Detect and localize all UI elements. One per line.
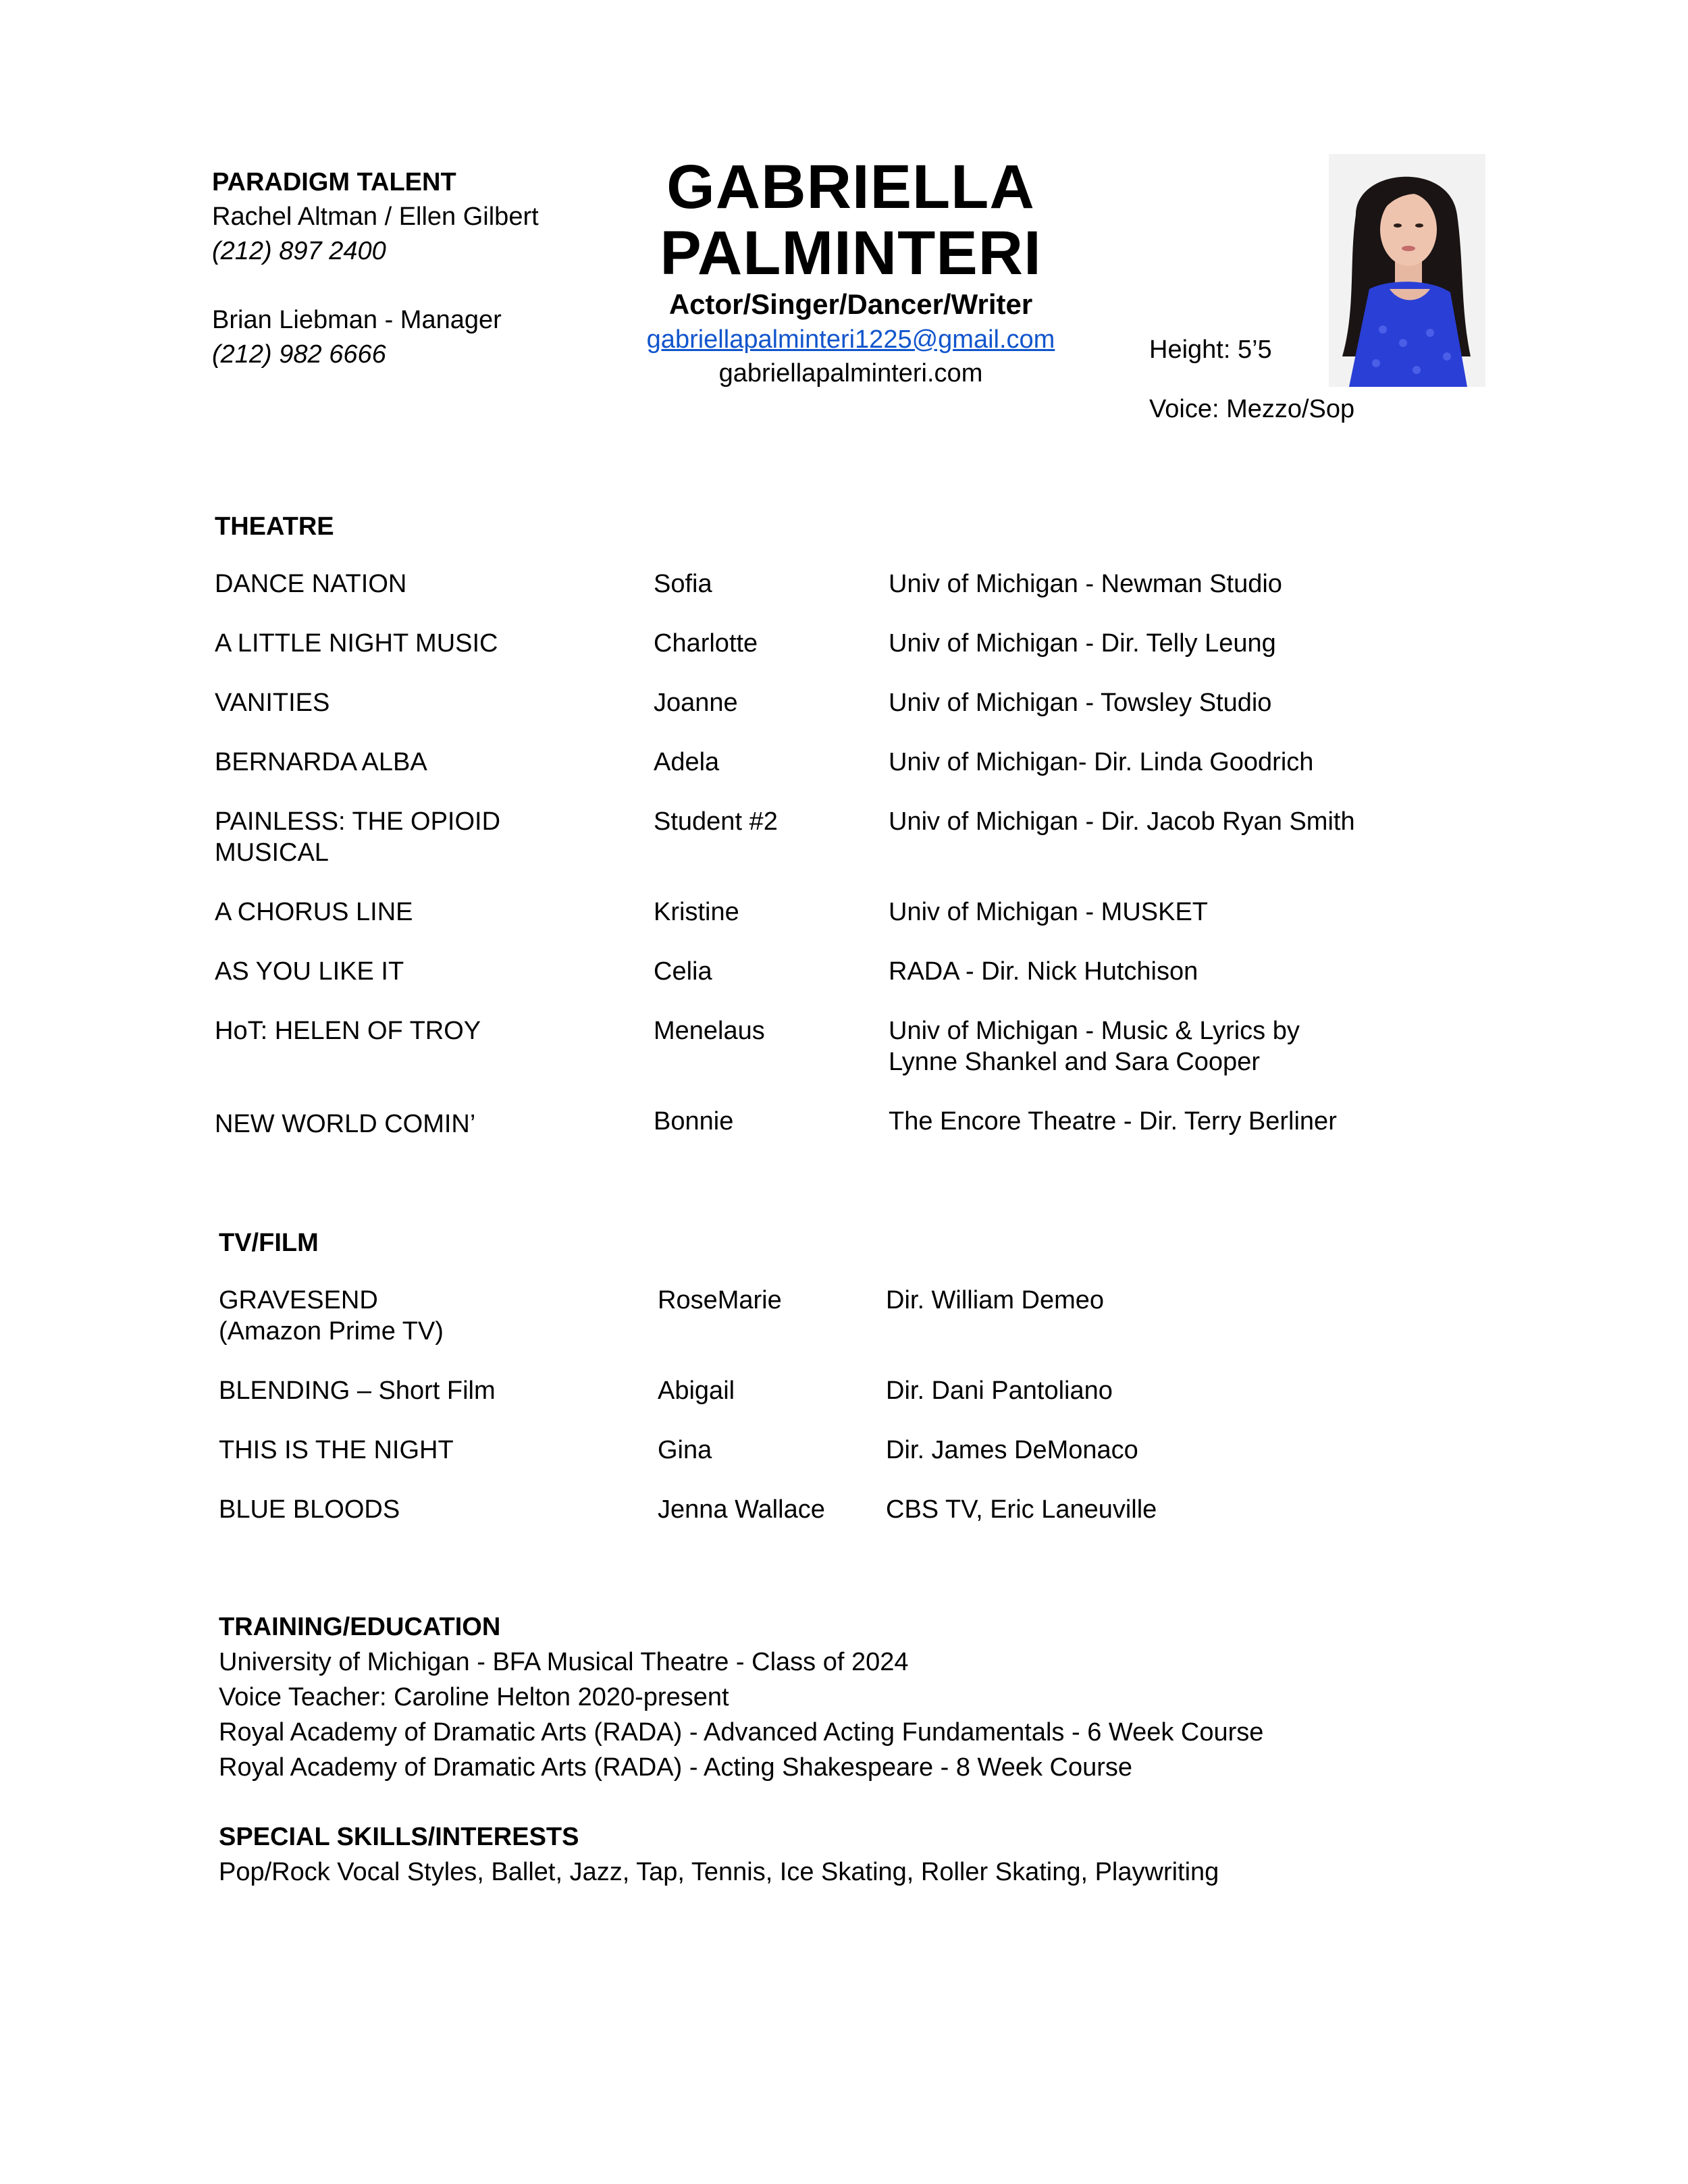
performer-name-first: GABRIELLA — [666, 153, 1035, 221]
show-title: DANCE NATION — [215, 570, 407, 598]
credit: Dir. James DeMonaco — [886, 1436, 1138, 1464]
venue: RADA - Dir. Nick Hutchison — [889, 957, 1198, 986]
theatre-title: THEATRE — [215, 512, 334, 541]
training-title: TRAINING/EDUCATION — [219, 1613, 501, 1641]
role: Sofia — [654, 570, 712, 598]
role: Gina — [658, 1436, 712, 1464]
theatre-section — [215, 509, 1355, 1138]
credit: Dir. Dani Pantoliano — [886, 1377, 1113, 1405]
role: Abigail — [658, 1377, 735, 1405]
skills-text: Pop/Rock Vocal Styles, Ballet, Jazz, Tap, Tennis, Ice Skating, Roller Skating, Playwriting — [219, 1858, 1219, 1886]
headshot-image — [1329, 154, 1485, 387]
show-title-line-2: (Amazon Prime TV) — [219, 1317, 444, 1346]
manager-phone: (212) 982 6666 — [212, 340, 386, 369]
role: Bonnie — [654, 1107, 734, 1136]
agency-name: PARADIGM TALENT — [212, 168, 456, 196]
venue: Univ of Michigan - Dir. Telly Leung — [889, 629, 1276, 658]
training-line: Voice Teacher: Caroline Helton 2020-present — [219, 1683, 729, 1711]
tvfilm-section — [219, 1225, 1157, 1524]
show-title: VANITIES — [215, 689, 330, 717]
show-title: BLENDING – Short Film — [219, 1377, 496, 1405]
show-title: GRAVESEND — [219, 1286, 378, 1314]
skills-title: SPECIAL SKILLS/INTERESTS — [219, 1823, 579, 1851]
skills-section — [219, 1819, 1219, 1890]
credit: CBS TV, Eric Laneuville — [886, 1495, 1157, 1524]
training-section — [219, 1609, 1263, 1785]
role: Adela — [654, 748, 720, 776]
venue: Univ of Michigan - MUSKET — [889, 898, 1209, 926]
role: Charlotte — [654, 629, 758, 658]
show-title: HoT: HELEN OF TROY — [215, 1017, 481, 1045]
role: Jenna Wallace — [658, 1495, 825, 1524]
agency-phone: (212) 897 2400 — [212, 237, 386, 265]
name-header — [574, 154, 1128, 390]
venue: Univ of Michigan - Towsley Studio — [889, 689, 1272, 717]
role: Joanne — [654, 689, 738, 717]
height-stat: Height: 5’5 — [1149, 336, 1272, 364]
tvfilm-title: TV/FILM — [219, 1229, 319, 1257]
role: Kristine — [654, 898, 739, 926]
show-title: AS YOU LIKE IT — [215, 957, 404, 986]
performer-name-last: PALMINTERI — [660, 219, 1042, 288]
spacer — [212, 269, 539, 303]
training-line: Royal Academy of Dramatic Arts (RADA) - Acting Shakespeare - 8 Week Course — [219, 1753, 1133, 1782]
venue: Univ of Michigan - Dir. Jacob Ryan Smith — [889, 807, 1355, 836]
role: Student #2 — [654, 807, 778, 836]
show-title: BLUE BLOODS — [219, 1495, 400, 1524]
show-title-line-2: MUSICAL — [215, 838, 329, 867]
tagline: Actor/Singer/Dancer/Writer — [668, 288, 1033, 320]
headshot-photo — [1329, 154, 1485, 387]
credit: Dir. William Demeo — [886, 1286, 1105, 1314]
training-line: Royal Academy of Dramatic Arts (RADA) - Advanced Acting Fundamentals - 6 Week Course — [219, 1718, 1264, 1747]
training-line: University of Michigan - BFA Musical Theatre - Class of 2024 — [219, 1648, 909, 1676]
venue: Univ of Michigan - Music & Lyrics by — [889, 1017, 1300, 1045]
voice-stat: Voice: Mezzo/Sop — [1149, 395, 1355, 423]
role: Celia — [654, 957, 712, 986]
role: RoseMarie — [658, 1286, 782, 1314]
venue: Univ of Michigan - Newman Studio — [889, 570, 1282, 598]
agency-block — [212, 165, 539, 372]
venue-line-2: Lynne Shankel and Sara Cooper — [889, 1048, 1260, 1076]
show-title: A LITTLE NIGHT MUSIC — [215, 629, 498, 658]
show-title: THIS IS THE NIGHT — [219, 1436, 454, 1464]
show-title: PAINLESS: THE OPIOID — [215, 807, 501, 836]
venue: The Encore Theatre - Dir. Terry Berliner — [889, 1107, 1337, 1136]
show-title: BERNARDA ALBA — [215, 748, 427, 776]
agent-names: Rachel Altman / Ellen Gilbert — [212, 203, 539, 231]
show-title: A CHORUS LINE — [215, 898, 413, 926]
venue: Univ of Michigan- Dir. Linda Goodrich — [889, 748, 1314, 776]
website: gabriellapalminteri.com — [718, 359, 983, 388]
manager-name: Brian Liebman - Manager — [212, 306, 502, 334]
show-title: NEW WORLD COMIN’ — [215, 1110, 476, 1138]
email-link[interactable]: gabriellapalminteri1225@gmail.com — [646, 325, 1055, 354]
role: Menelaus — [654, 1017, 765, 1045]
